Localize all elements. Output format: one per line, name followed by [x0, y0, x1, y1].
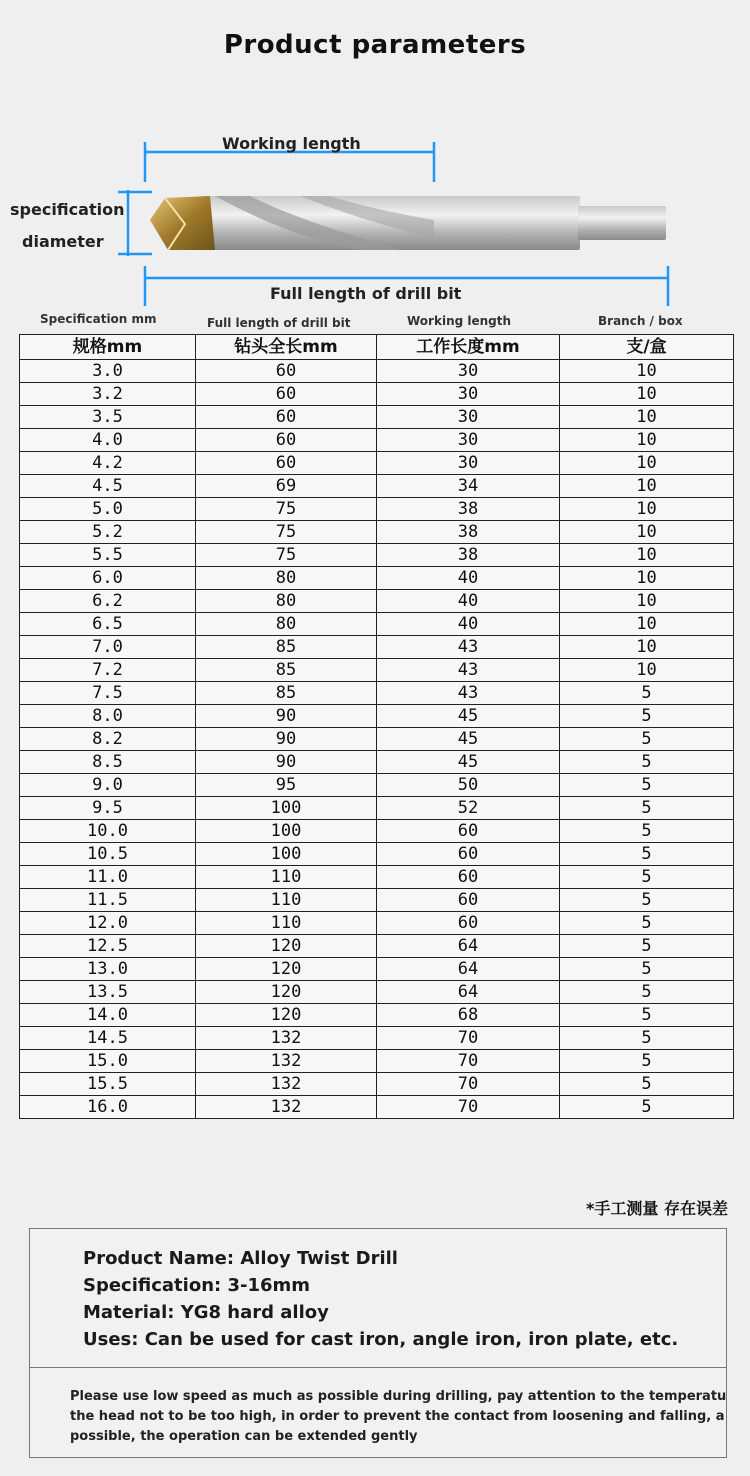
- cell-spec: 9.0: [20, 774, 196, 797]
- cell-working-length: 64: [377, 935, 560, 958]
- table-row: [20, 613, 734, 636]
- table-row: [20, 1004, 734, 1027]
- cell-branch-box: 10: [560, 498, 734, 521]
- product-material: Material: YG8 hard alloy: [83, 1302, 329, 1323]
- cell-working-length: 40: [377, 613, 560, 636]
- table-row: [20, 498, 734, 521]
- table-row: [20, 475, 734, 498]
- cell-spec: 8.5: [20, 751, 196, 774]
- cell-spec: 3.0: [20, 360, 196, 383]
- cell-working-length: 40: [377, 567, 560, 590]
- table-row: [20, 981, 734, 1004]
- cell-branch-box: 5: [560, 866, 734, 889]
- col-header-en-branch-box: Branch / box: [598, 314, 683, 328]
- cell-working-length: 43: [377, 636, 560, 659]
- cell-spec: 14.0: [20, 1004, 196, 1027]
- cell-branch-box: 10: [560, 406, 734, 429]
- cell-full-length: 85: [196, 636, 377, 659]
- cell-spec: 10.5: [20, 843, 196, 866]
- cell-branch-box: 10: [560, 590, 734, 613]
- diameter-label: diameter: [22, 232, 104, 251]
- specification-label: specification: [10, 200, 125, 219]
- cell-spec: 13.5: [20, 981, 196, 1004]
- cell-branch-box: 5: [560, 797, 734, 820]
- cell-full-length: 120: [196, 935, 377, 958]
- cell-working-length: 30: [377, 429, 560, 452]
- usage-warning-line-3: possible, the operation can be extended gently: [70, 1429, 418, 1444]
- cell-spec: 3.5: [20, 406, 196, 429]
- cell-spec: 7.5: [20, 682, 196, 705]
- table-row: [20, 1096, 734, 1119]
- cell-full-length: 60: [196, 452, 377, 475]
- table-row: [20, 935, 734, 958]
- cell-spec: 6.2: [20, 590, 196, 613]
- table-row: [20, 728, 734, 751]
- cell-working-length: 45: [377, 751, 560, 774]
- cell-working-length: 70: [377, 1050, 560, 1073]
- cell-spec: 5.0: [20, 498, 196, 521]
- cell-full-length: 110: [196, 912, 377, 935]
- cell-working-length: 45: [377, 705, 560, 728]
- cell-branch-box: 5: [560, 705, 734, 728]
- table-row: [20, 820, 734, 843]
- cell-full-length: 69: [196, 475, 377, 498]
- cell-spec: 3.2: [20, 383, 196, 406]
- cell-branch-box: 5: [560, 820, 734, 843]
- cell-branch-box: 5: [560, 912, 734, 935]
- cell-working-length: 70: [377, 1073, 560, 1096]
- cell-full-length: 132: [196, 1096, 377, 1119]
- cell-spec: 16.0: [20, 1096, 196, 1119]
- cell-spec: 7.0: [20, 636, 196, 659]
- table-row: [20, 659, 734, 682]
- table-row: [20, 383, 734, 406]
- cell-working-length: 43: [377, 659, 560, 682]
- cell-full-length: 60: [196, 429, 377, 452]
- cell-branch-box: 10: [560, 613, 734, 636]
- table-row: [20, 751, 734, 774]
- cell-spec: 7.2: [20, 659, 196, 682]
- cell-branch-box: 5: [560, 1050, 734, 1073]
- table-row: [20, 406, 734, 429]
- cell-spec: 6.5: [20, 613, 196, 636]
- cell-full-length: 110: [196, 866, 377, 889]
- cell-branch-box: 5: [560, 889, 734, 912]
- table-row: [20, 774, 734, 797]
- cell-full-length: 75: [196, 498, 377, 521]
- cell-working-length: 43: [377, 682, 560, 705]
- col-header-branch-box: 支/盒: [560, 335, 734, 360]
- table-row: [20, 912, 734, 935]
- cell-spec: 8.2: [20, 728, 196, 751]
- full-length-label: Full length of drill bit: [270, 284, 462, 303]
- cell-working-length: 52: [377, 797, 560, 820]
- cell-branch-box: 10: [560, 521, 734, 544]
- cell-full-length: 80: [196, 590, 377, 613]
- cell-working-length: 38: [377, 498, 560, 521]
- cell-branch-box: 5: [560, 1027, 734, 1050]
- cell-branch-box: 5: [560, 958, 734, 981]
- table-body: [20, 360, 734, 1119]
- cell-working-length: 45: [377, 728, 560, 751]
- cell-full-length: 75: [196, 544, 377, 567]
- cell-full-length: 85: [196, 659, 377, 682]
- cell-working-length: 34: [377, 475, 560, 498]
- product-info-box: [29, 1228, 727, 1458]
- product-name: Product Name: Alloy Twist Drill: [83, 1248, 398, 1269]
- col-header-en-spec: Specification mm: [40, 312, 157, 326]
- cell-working-length: 38: [377, 521, 560, 544]
- cell-full-length: 132: [196, 1050, 377, 1073]
- table-row: [20, 843, 734, 866]
- col-header-en-working-length: Working length: [407, 314, 512, 328]
- cell-spec: 6.0: [20, 567, 196, 590]
- cell-spec: 4.0: [20, 429, 196, 452]
- cell-branch-box: 10: [560, 567, 734, 590]
- cell-full-length: 120: [196, 958, 377, 981]
- table-row: [20, 889, 734, 912]
- cell-full-length: 90: [196, 751, 377, 774]
- cell-full-length: 90: [196, 728, 377, 751]
- cell-branch-box: 5: [560, 774, 734, 797]
- cell-branch-box: 5: [560, 682, 734, 705]
- cell-full-length: 132: [196, 1027, 377, 1050]
- page-title: Product parameters: [223, 30, 527, 60]
- cell-branch-box: 5: [560, 1096, 734, 1119]
- cell-working-length: 68: [377, 1004, 560, 1027]
- cell-full-length: 85: [196, 682, 377, 705]
- cell-spec: 15.0: [20, 1050, 196, 1073]
- cell-spec: 14.5: [20, 1027, 196, 1050]
- cell-full-length: 60: [196, 360, 377, 383]
- cell-working-length: 60: [377, 843, 560, 866]
- info-divider: [30, 1367, 726, 1368]
- usage-warning: [70, 1387, 750, 1447]
- cell-branch-box: 5: [560, 728, 734, 751]
- cell-branch-box: 10: [560, 360, 734, 383]
- cell-full-length: 80: [196, 613, 377, 636]
- cell-working-length: 30: [377, 360, 560, 383]
- table-row: [20, 1027, 734, 1050]
- cell-working-length: 60: [377, 889, 560, 912]
- cell-branch-box: 10: [560, 544, 734, 567]
- working-length-label: Working length: [222, 134, 361, 153]
- cell-working-length: 70: [377, 1027, 560, 1050]
- col-header-en-full-length: Full length of drill bit: [207, 316, 351, 330]
- cell-spec: 8.0: [20, 705, 196, 728]
- cell-spec: 11.0: [20, 866, 196, 889]
- cell-branch-box: 5: [560, 843, 734, 866]
- cell-spec: 13.0: [20, 958, 196, 981]
- table-row: [20, 590, 734, 613]
- cell-spec: 11.5: [20, 889, 196, 912]
- cell-branch-box: 10: [560, 383, 734, 406]
- cell-spec: 4.2: [20, 452, 196, 475]
- cell-working-length: 64: [377, 958, 560, 981]
- cell-branch-box: 5: [560, 981, 734, 1004]
- drill-diagram: [0, 120, 750, 320]
- cell-full-length: 80: [196, 567, 377, 590]
- cell-branch-box: 10: [560, 452, 734, 475]
- cell-spec: 10.0: [20, 820, 196, 843]
- cell-working-length: 60: [377, 912, 560, 935]
- cell-working-length: 60: [377, 866, 560, 889]
- cell-spec: 9.5: [20, 797, 196, 820]
- product-specification: Specification: 3-16mm: [83, 1275, 311, 1296]
- cell-full-length: 120: [196, 1004, 377, 1027]
- cell-branch-box: 5: [560, 1004, 734, 1027]
- cell-full-length: 120: [196, 981, 377, 1004]
- cell-branch-box: 5: [560, 751, 734, 774]
- spec-table-container: [19, 334, 733, 1119]
- product-uses: Uses: Can be used for cast iron, angle iron, iron plate, etc.: [83, 1329, 679, 1350]
- cell-full-length: 110: [196, 889, 377, 912]
- table-header-row: [20, 335, 734, 360]
- col-header-working-length: 工作长度mm: [377, 335, 560, 360]
- table-row: [20, 1073, 734, 1096]
- cell-working-length: 30: [377, 452, 560, 475]
- cell-spec: 12.5: [20, 935, 196, 958]
- spec-table: [19, 334, 734, 1119]
- cell-full-length: 100: [196, 843, 377, 866]
- cell-spec: 15.5: [20, 1073, 196, 1096]
- cell-working-length: 30: [377, 383, 560, 406]
- product-info-main: [83, 1245, 678, 1353]
- cell-working-length: 38: [377, 544, 560, 567]
- cell-full-length: 132: [196, 1073, 377, 1096]
- cell-working-length: 70: [377, 1096, 560, 1119]
- table-row: [20, 705, 734, 728]
- cell-working-length: 30: [377, 406, 560, 429]
- table-row: [20, 866, 734, 889]
- cell-spec: 5.2: [20, 521, 196, 544]
- cell-working-length: 50: [377, 774, 560, 797]
- cell-full-length: 60: [196, 406, 377, 429]
- cell-full-length: 95: [196, 774, 377, 797]
- cell-working-length: 64: [377, 981, 560, 1004]
- cell-branch-box: 10: [560, 636, 734, 659]
- measurement-note: *手工测量 存在误差: [586, 1199, 728, 1218]
- col-header-full-length: 钻头全长mm: [196, 335, 377, 360]
- usage-warning-line-2: the head not to be too high, in order to prevent the contact from loosening and falling, a: [70, 1409, 725, 1424]
- table-row: [20, 567, 734, 590]
- cell-spec: 12.0: [20, 912, 196, 935]
- cell-working-length: 60: [377, 820, 560, 843]
- table-row: [20, 682, 734, 705]
- table-row: [20, 360, 734, 383]
- table-row: [20, 429, 734, 452]
- cell-full-length: 100: [196, 797, 377, 820]
- table-row: [20, 521, 734, 544]
- table-row: [20, 636, 734, 659]
- cell-spec: 4.5: [20, 475, 196, 498]
- cell-full-length: 60: [196, 383, 377, 406]
- col-header-spec: 规格mm: [20, 335, 196, 360]
- cell-branch-box: 5: [560, 935, 734, 958]
- usage-warning-line-1: Please use low speed as much as possible during drilling, pay attention to the temperatu: [70, 1389, 727, 1404]
- table-row: [20, 544, 734, 567]
- table-row: [20, 797, 734, 820]
- cell-spec: 5.5: [20, 544, 196, 567]
- table-row: [20, 452, 734, 475]
- cell-branch-box: 10: [560, 475, 734, 498]
- cell-branch-box: 10: [560, 659, 734, 682]
- cell-full-length: 100: [196, 820, 377, 843]
- table-row: [20, 1050, 734, 1073]
- cell-full-length: 75: [196, 521, 377, 544]
- cell-branch-box: 5: [560, 1073, 734, 1096]
- cell-working-length: 40: [377, 590, 560, 613]
- cell-branch-box: 10: [560, 429, 734, 452]
- cell-full-length: 90: [196, 705, 377, 728]
- table-row: [20, 958, 734, 981]
